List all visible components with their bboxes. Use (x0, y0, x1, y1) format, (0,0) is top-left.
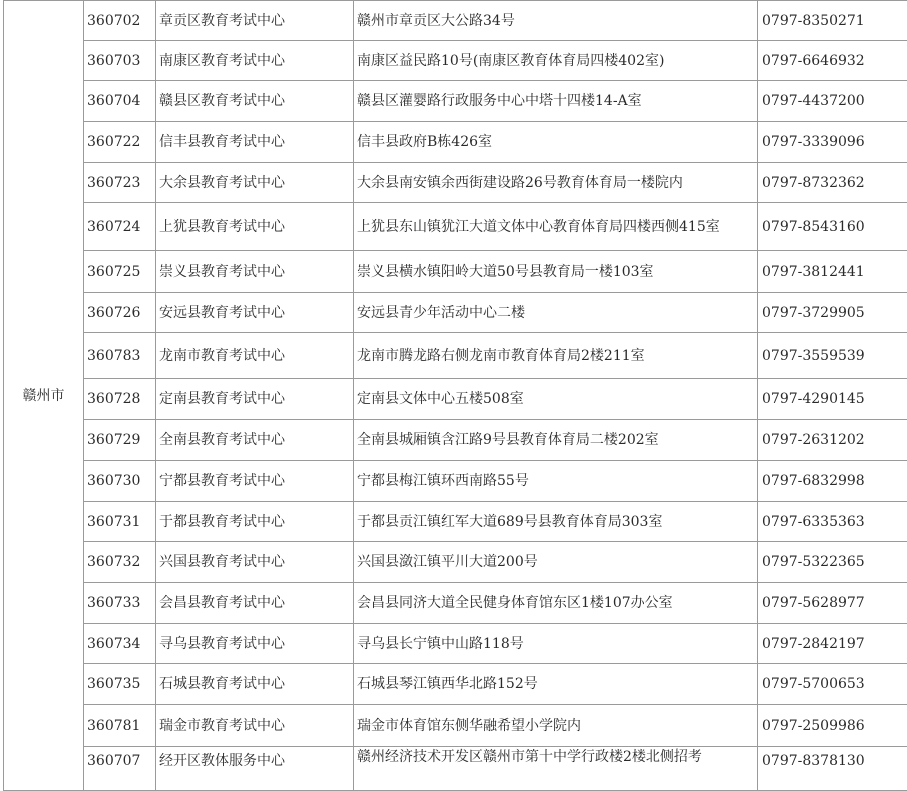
code-cell: 360704 (84, 81, 156, 122)
center-name-cell: 经开区教体服务中心 (156, 747, 354, 791)
phone-cell: 0797-3729905 (758, 293, 907, 333)
phone-cell: 0797-2842197 (758, 624, 907, 664)
address-cell: 于都县贡江镇红军大道689号县教育体育局303室 (354, 502, 758, 542)
phone-cell: 0797-5322365 (758, 542, 907, 583)
table-row (4, 163, 907, 203)
address-cell: 上犹县东山镇犹江大道文体中心教育体育局四楼西侧415室 (354, 203, 758, 251)
phone-cell: 0797-5700653 (758, 664, 907, 705)
center-name-cell: 于都县教育考试中心 (156, 502, 354, 542)
table-row (4, 420, 907, 461)
code-cell: 360725 (84, 251, 156, 293)
table-row (4, 41, 907, 81)
center-name-cell: 龙南市教育考试中心 (156, 333, 354, 379)
phone-cell: 0797-8350271 (758, 1, 907, 41)
address-cell: 赣州市章贡区大公路34号 (354, 1, 758, 41)
center-name-cell: 定南县教育考试中心 (156, 379, 354, 420)
address-cell: 寻乌县长宁镇中山路118号 (354, 624, 758, 664)
center-name-cell: 大余县教育考试中心 (156, 163, 354, 203)
center-name-cell: 兴国县教育考试中心 (156, 542, 354, 583)
code-cell: 360783 (84, 333, 156, 379)
center-name-cell: 全南县教育考试中心 (156, 420, 354, 461)
table-row (4, 502, 907, 542)
code-cell: 360726 (84, 293, 156, 333)
address-cell: 石城县琴江镇西华北路152号 (354, 664, 758, 705)
code-cell: 360702 (84, 1, 156, 41)
address-cell: 安远县青少年活动中心二楼 (354, 293, 758, 333)
address-cell: 信丰县政府B栋426室 (354, 122, 758, 163)
address-cell: 崇义县横水镇阳岭大道50号县教育局一楼103室 (354, 251, 758, 293)
phone-cell: 0797-3559539 (758, 333, 907, 379)
address-cell: 龙南市腾龙路右侧龙南市教育体育局2楼211室 (354, 333, 758, 379)
table-row (4, 583, 907, 624)
table-row (4, 1, 907, 41)
table-body (4, 1, 907, 791)
table-row (4, 379, 907, 420)
address-cell: 瑞金市体育馆东侧华融希望小学院内 (354, 705, 758, 747)
code-cell: 360724 (84, 203, 156, 251)
code-cell: 360729 (84, 420, 156, 461)
code-cell: 360732 (84, 542, 156, 583)
code-cell: 360728 (84, 379, 156, 420)
center-name-cell: 信丰县教育考试中心 (156, 122, 354, 163)
table-row (4, 81, 907, 122)
table-row (4, 122, 907, 163)
code-cell: 360703 (84, 41, 156, 81)
phone-cell: 0797-4290145 (758, 379, 907, 420)
center-name-cell: 会昌县教育考试中心 (156, 583, 354, 624)
phone-cell: 0797-6646932 (758, 41, 907, 81)
phone-cell: 0797-8732362 (758, 163, 907, 203)
code-cell: 360707 (84, 747, 156, 791)
table-row (4, 293, 907, 333)
phone-cell: 0797-6832998 (758, 461, 907, 502)
center-name-cell: 章贡区教育考试中心 (156, 1, 354, 41)
phone-cell: 0797-4437200 (758, 81, 907, 122)
code-cell: 360722 (84, 122, 156, 163)
center-name-cell: 石城县教育考试中心 (156, 664, 354, 705)
address-cell: 兴国县潋江镇平川大道200号 (354, 542, 758, 583)
center-name-cell: 瑞金市教育考试中心 (156, 705, 354, 747)
code-cell: 360723 (84, 163, 156, 203)
table-row (4, 542, 907, 583)
center-name-cell: 崇义县教育考试中心 (156, 251, 354, 293)
table-row (4, 203, 907, 251)
table-row (4, 705, 907, 747)
table-row (4, 747, 907, 791)
table-row (4, 333, 907, 379)
code-cell: 360735 (84, 664, 156, 705)
address-cell: 大余县南安镇余西街建设路26号教育体育局一楼院内 (354, 163, 758, 203)
city-cell: 赣州市 (4, 1, 84, 791)
address-cell: 定南县文体中心五楼508室 (354, 379, 758, 420)
address-cell: 宁都县梅江镇环西南路55号 (354, 461, 758, 502)
code-cell: 360733 (84, 583, 156, 624)
phone-cell: 0797-8378130 (758, 747, 907, 791)
table-row (4, 664, 907, 705)
code-cell: 360734 (84, 624, 156, 664)
address-cell: 全南县城厢镇含江路9号县教育体育局二楼202室 (354, 420, 758, 461)
address-cell: 南康区益民路10号(南康区教育体育局四楼402室) (354, 41, 758, 81)
phone-cell: 0797-2631202 (758, 420, 907, 461)
table-row (4, 461, 907, 502)
code-cell: 360731 (84, 502, 156, 542)
center-name-cell: 寻乌县教育考试中心 (156, 624, 354, 664)
code-cell: 360730 (84, 461, 156, 502)
center-name-cell: 安远县教育考试中心 (156, 293, 354, 333)
phone-cell: 0797-2509986 (758, 705, 907, 747)
exam-center-table (3, 0, 907, 791)
address-cell: 会昌县同济大道全民健身体育馆东区1楼107办公室 (354, 583, 758, 624)
phone-cell: 0797-3812441 (758, 251, 907, 293)
phone-cell: 0797-8543160 (758, 203, 907, 251)
address-cell: 赣州经济技术开发区赣州市第十中学行政楼2楼北侧招考 (354, 747, 758, 791)
center-name-cell: 南康区教育考试中心 (156, 41, 354, 81)
center-name-cell: 宁都县教育考试中心 (156, 461, 354, 502)
table-row (4, 251, 907, 293)
phone-cell: 0797-5628977 (758, 583, 907, 624)
code-cell: 360781 (84, 705, 156, 747)
table-row (4, 624, 907, 664)
phone-cell: 0797-3339096 (758, 122, 907, 163)
center-name-cell: 赣县区教育考试中心 (156, 81, 354, 122)
address-cell: 赣县区灌婴路行政服务中心中塔十四楼14-A室 (354, 81, 758, 122)
phone-cell: 0797-6335363 (758, 502, 907, 542)
center-name-cell: 上犹县教育考试中心 (156, 203, 354, 251)
